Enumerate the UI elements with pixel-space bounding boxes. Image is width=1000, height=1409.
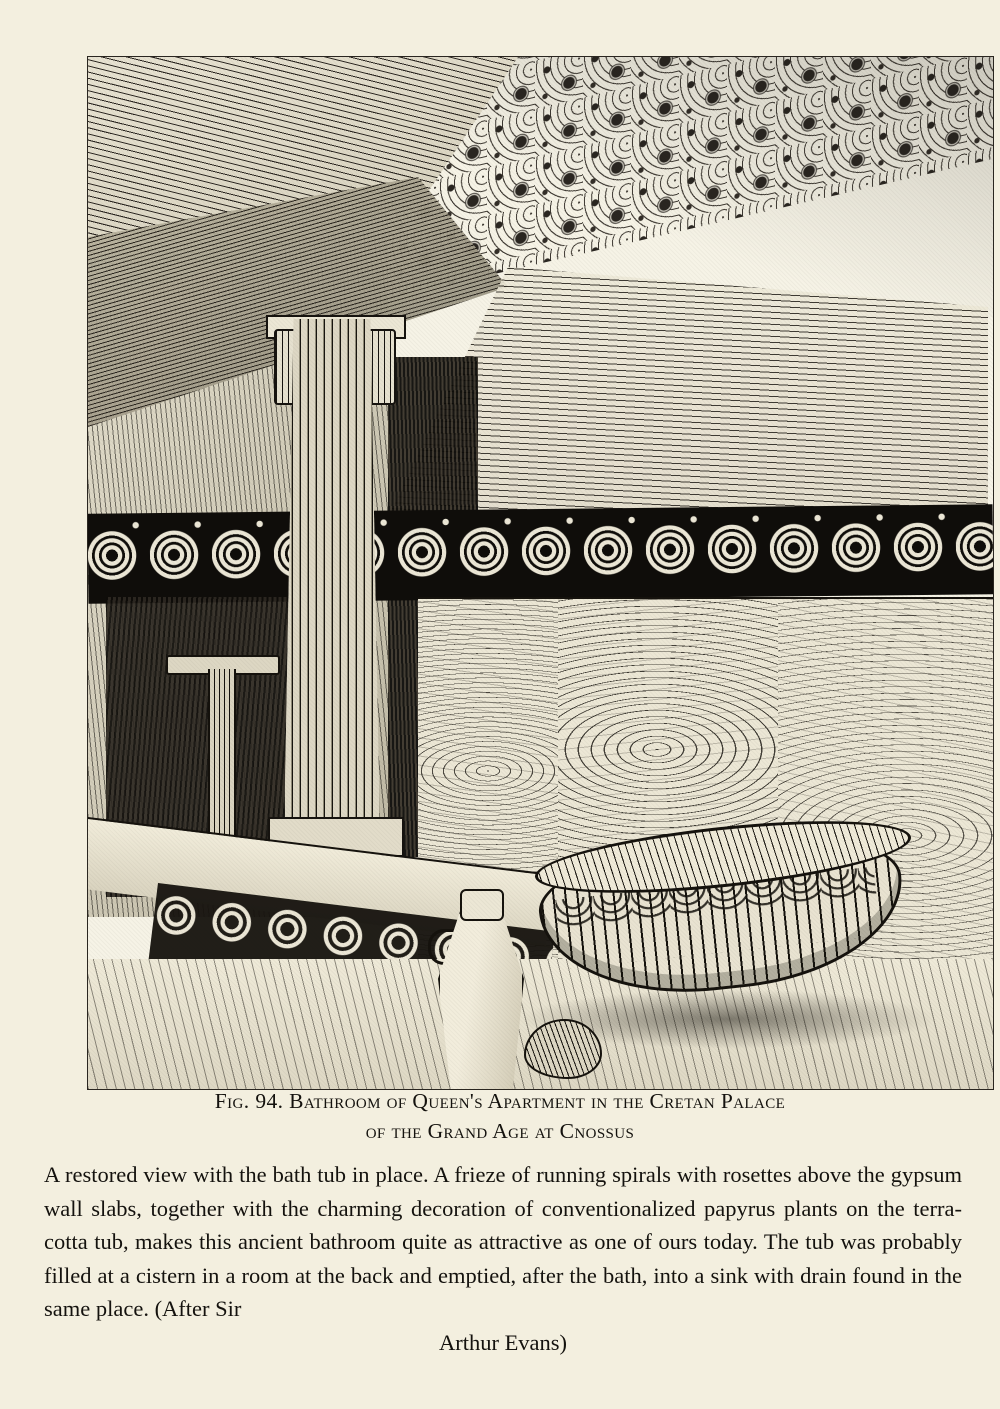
spiral-pattern-icon: [88, 510, 993, 597]
running-spiral-frieze: [88, 504, 993, 603]
figure-plate: [87, 56, 994, 1090]
jar-neck: [460, 889, 504, 921]
caption-title-line-2: of the Grand Age at Cnossus: [365, 1119, 635, 1143]
caption-body-last-line: Arthur Evans): [438, 1329, 568, 1355]
engraving-scene: [88, 57, 993, 1089]
caption-title-line-1: Fig. 94. Bathroom of Queen's Apartment in the Cretan Palace: [214, 1089, 786, 1113]
ceiling-plane: [388, 267, 988, 527]
fluted-minoan-column: [284, 319, 380, 839]
caption-body-text: A restored view with the bath tub in place. A frieze of running spirals with rosettes above the gypsum wall slabs, together with the charming decoration of conventionalized papyrus plants on the terra-cotta tub, makes this ancient bathroom quite as attractive as one of ours today. The tub was probably filled at a cistern in a room at the back and emptied, after the bath, into a sink with drain found in the same place. (After Sir: [44, 1162, 962, 1321]
stone-basin: [524, 1019, 602, 1079]
figure-caption-body: [44, 1158, 962, 1359]
figure-caption-title: [40, 1086, 960, 1146]
